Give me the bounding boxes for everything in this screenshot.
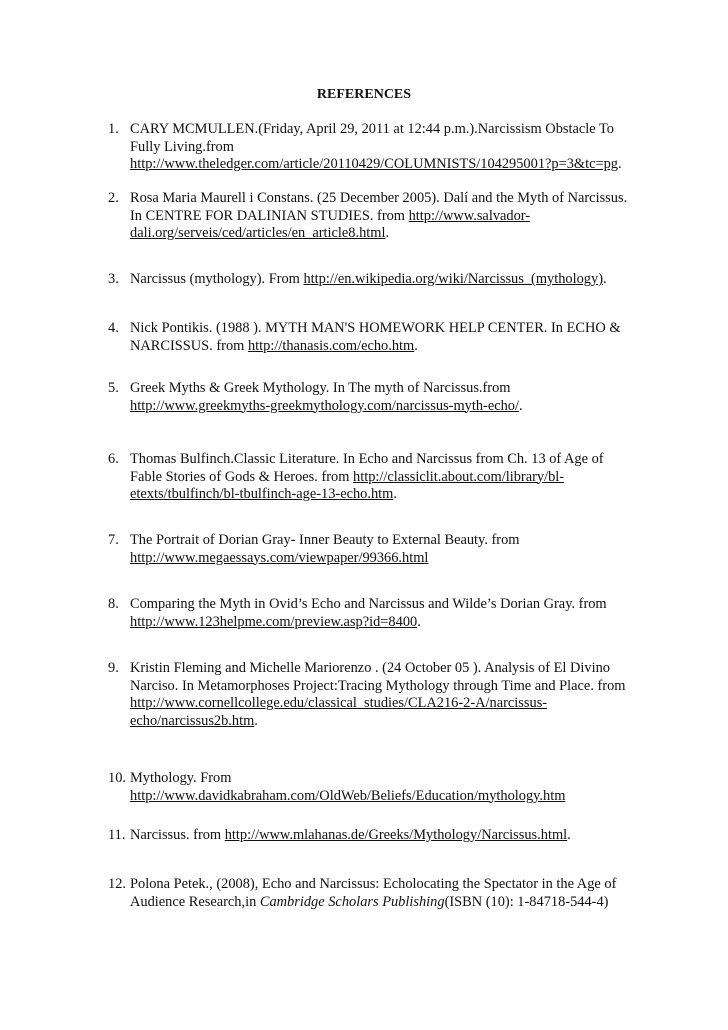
reference-line xyxy=(130,156,648,174)
reference-url-link[interactable]: http://www.greekmyths-greekmythology.com/narcissus-myth-echo/ xyxy=(130,397,519,414)
reference-entry xyxy=(108,271,648,289)
reference-entry xyxy=(108,660,648,730)
reference-entry xyxy=(108,876,648,911)
reference-url-link[interactable]: echo/narcissus2b.htm xyxy=(130,712,255,729)
reference-line xyxy=(130,614,648,632)
reference-text xyxy=(130,660,648,730)
reference-line xyxy=(130,550,648,568)
reference-entry xyxy=(108,320,648,355)
reference-entry xyxy=(108,121,648,174)
reference-number: 10. xyxy=(108,770,126,786)
reference-line xyxy=(130,532,648,550)
reference-number: 11. xyxy=(108,827,126,843)
reference-line xyxy=(130,827,648,845)
reference-line xyxy=(130,678,648,696)
reference-url-link[interactable]: http://www.theledger.com/article/20110429/COLUMNISTS/104295001?p=3&tc=pg xyxy=(130,156,618,172)
reference-url-link[interactable]: http://www.salvador- xyxy=(408,207,531,224)
reference-entry xyxy=(108,532,648,567)
reference-line xyxy=(130,713,648,731)
reference-plain-text: The Portrait of Dorian Gray- Inner Beauty to External Beauty. from xyxy=(130,532,520,548)
reference-text xyxy=(130,380,648,415)
reference-text xyxy=(130,320,648,355)
reference-number: 9. xyxy=(108,660,119,676)
reference-url-link[interactable]: http://www.megaessays.com/viewpaper/99366.html xyxy=(130,549,429,566)
reference-url-link[interactable]: http://classiclit.about.com/library/bl- xyxy=(353,468,565,485)
reference-plain-text: Nick Pontikis. (1988 ). MYTH MAN'S HOMEWORK HELP CENTER. In ECHO & xyxy=(130,320,621,336)
reference-url-link[interactable]: http://www.123helpme.com/preview.asp?id=8400 xyxy=(130,613,418,630)
reference-number: 4. xyxy=(108,320,119,336)
reference-number: 6. xyxy=(108,451,119,467)
reference-line xyxy=(130,208,648,226)
reference-line xyxy=(130,451,648,469)
reference-text xyxy=(130,876,648,911)
reference-line xyxy=(130,894,648,912)
reference-url-link[interactable]: http://www.cornellcollege.edu/classical_studies/CLA216-2-A/narcissus- xyxy=(130,695,548,711)
reference-plain-text: Polona Petek., (2008), Echo and Narcissus: Echolocating the Spectator in the Age of xyxy=(130,876,617,892)
reference-plain-text: Kristin Fleming and Michelle Mariorenzo . (24 October 05 ). Analysis of El Divino xyxy=(130,660,610,676)
reference-entry xyxy=(108,190,648,243)
reference-line xyxy=(130,695,648,713)
reference-text xyxy=(130,451,648,504)
reference-line xyxy=(130,121,648,139)
reference-number: 8. xyxy=(108,596,119,612)
reference-url-link[interactable]: http://en.wikipedia.org/wiki/Narcissus_(mythology) xyxy=(303,271,603,287)
reference-plain-text: Greek Myths & Greek Mythology. In The myth of Narcissus.from xyxy=(130,380,511,396)
reference-plain-text: Mythology. From xyxy=(130,770,232,786)
reference-plain-text: Narciso. In Metamorphoses Project:Tracing Mythology through Time and Place. from xyxy=(130,677,626,694)
reference-line xyxy=(130,190,648,208)
reference-entry xyxy=(108,451,648,504)
reference-line xyxy=(130,660,648,678)
reference-line xyxy=(130,398,648,416)
reference-text xyxy=(130,190,648,243)
reference-line xyxy=(130,338,648,356)
reference-number: 1. xyxy=(108,121,119,137)
reference-text xyxy=(130,827,648,845)
reference-line xyxy=(130,320,648,338)
reference-url-link[interactable]: dali.org/serveis/ced/articles/en_article8.html xyxy=(130,225,386,241)
reference-number: 7. xyxy=(108,532,119,548)
reference-plain-text: . xyxy=(519,397,523,414)
reference-line xyxy=(130,225,648,243)
reference-line xyxy=(130,271,648,289)
reference-line xyxy=(130,596,648,614)
reference-number: 2. xyxy=(108,190,119,206)
reference-entry xyxy=(108,770,648,805)
reference-text xyxy=(130,121,648,174)
reference-plain-text: In CENTRE FOR DALINIAN STUDIES. from xyxy=(130,207,409,224)
reference-line xyxy=(130,770,648,788)
reference-plain-text: Audience Research,in xyxy=(130,893,260,910)
reference-plain-text: Fully Living.from xyxy=(130,138,234,155)
reference-plain-text: Rosa Maria Maurell i Constans. (25 December 2005). Dalí and the Myth of Narcissus. xyxy=(130,190,628,206)
reference-plain-text: . xyxy=(603,271,607,287)
reference-line xyxy=(130,380,648,398)
reference-text xyxy=(130,532,648,567)
reference-text xyxy=(130,271,648,289)
reference-text xyxy=(130,596,648,631)
reference-plain-text: . xyxy=(417,613,421,630)
reference-plain-text: . xyxy=(254,712,258,729)
reference-plain-text: Narcissus (mythology). From xyxy=(130,271,304,287)
reference-line xyxy=(130,788,648,806)
reference-plain-text: (ISBN (10): 1-84718-544-4) xyxy=(444,893,609,910)
reference-text xyxy=(130,770,648,805)
reference-plain-text: Narcissus. from xyxy=(130,827,225,843)
reference-line xyxy=(130,139,648,157)
reference-entry xyxy=(108,380,648,415)
reference-line xyxy=(130,876,648,894)
reference-plain-text: Fable Stories of Gods & Heroes. from xyxy=(130,468,354,485)
reference-entry xyxy=(108,596,648,631)
reference-plain-text: . xyxy=(618,156,622,172)
reference-plain-text: . xyxy=(385,225,390,241)
page-title xyxy=(0,87,728,103)
reference-plain-text: NARCISSUS. from xyxy=(130,337,248,354)
reference-number: 12. xyxy=(108,876,126,892)
reference-plain-text: CARY MCMULLEN.(Friday, April 29, 2011 at 12:44 p.m.).Narcissism Obstacle To xyxy=(130,121,614,137)
references-heading: REFERENCES xyxy=(316,87,412,102)
reference-url-link[interactable]: http://www.mlahanas.de/Greeks/Mythology/Narcissus.html xyxy=(224,827,568,843)
reference-plain-text: . xyxy=(567,827,571,843)
reference-line xyxy=(130,469,648,487)
reference-line xyxy=(130,486,648,504)
reference-url-link[interactable]: http://thanasis.com/echo.htm xyxy=(247,337,415,354)
reference-plain-text: Thomas Bulfinch.Classic Literature. In Echo and Narcissus from Ch. 13 of Age of xyxy=(130,451,604,467)
italic-publisher-text: Cambridge Scholars Publishing xyxy=(259,893,445,910)
reference-url-link[interactable]: http://www.davidkabraham.com/OldWeb/Beliefs/Education/mythology.htm xyxy=(130,787,566,804)
reference-plain-text: Comparing the Myth in Ovid’s Echo and Narcissus and Wilde’s Dorian Gray. from xyxy=(130,596,607,612)
reference-url-link[interactable]: etexts/tbulfinch/bl-tbulfinch-age-13-echo.htm xyxy=(130,486,394,502)
reference-number: 3. xyxy=(108,271,119,287)
reference-number: 5. xyxy=(108,380,119,396)
reference-plain-text: . xyxy=(414,337,418,354)
reference-entry xyxy=(108,827,648,845)
reference-plain-text: . xyxy=(393,486,397,502)
